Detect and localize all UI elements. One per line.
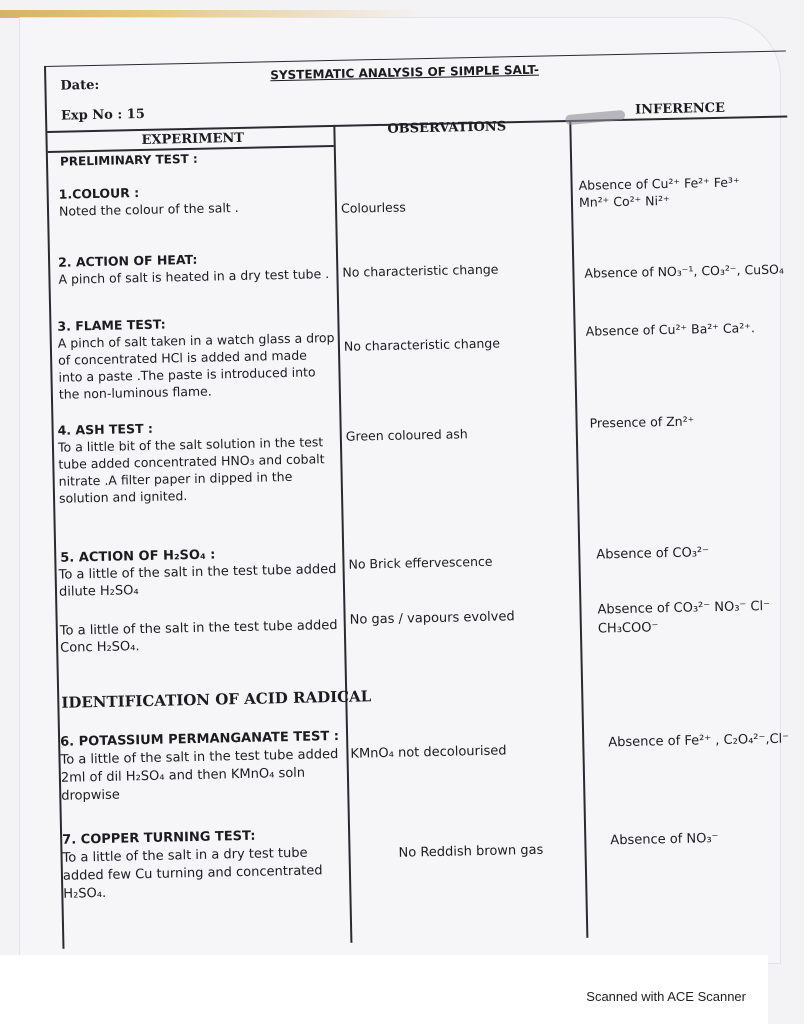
column-header-experiment: EXPERIMENT [141,130,245,148]
test-text: Noted the colour of the salt . [58,199,239,219]
test-text: dilute H₂SO₄ [58,583,139,600]
test-text: solution and ignited. [58,488,188,506]
inference: Presence of Zn²⁺ [589,413,695,431]
test-title-copper: 7. COPPER TURNING TEST: [62,828,256,848]
test-text: To a little of the salt in the test tube added [58,561,337,583]
test-title-h2so4: 5. ACTION OF H₂SO₄ : [60,547,216,566]
inference: Absence of Cu²⁺ Ba²⁺ Ca²⁺. [585,320,755,339]
acid-radical-heading: IDENTIFICATION OF ACID RADICAL [61,687,372,712]
inference: CH₃COO⁻ [597,620,659,637]
test-text: nitrate .A filter paper in dipped in the [58,468,293,489]
test-text: To a little of the salt in the test tube added [59,617,338,639]
scribble-mark [565,110,626,125]
exp-number: Exp No : 15 [60,106,145,124]
column-header-inference: INFERENCE [634,100,726,118]
page-title: SYSTEMATIC ANALYSIS OF SIMPLE SALT- [270,62,540,83]
inference: Absence of Cu²⁺ Fe²⁺ Fe³⁺ [578,174,740,193]
date-label: Date: [60,77,100,94]
preliminary-heading: PRELIMINARY TEST : [59,151,198,169]
observation: KMnO₄ not decolourised [350,743,507,762]
observation: No Brick effervescence [348,553,493,572]
observation: No gas / vapours evolved [349,609,515,628]
observation: Colourless [340,199,406,216]
inference: Mn²⁺ Co²⁺ Ni²⁺ [578,192,670,210]
test-text: To a little of the salt in the test tube added [60,746,339,768]
test-title-flame: 3. FLAME TEST: [57,316,166,334]
test-text: 2ml of dil H₂SO₄ and then KMnO₄ soln [60,765,306,786]
observation: No characteristic change [342,261,499,280]
inference: Absence of CO₃²⁻ [596,545,710,563]
test-text: H₂SO₄. [63,885,107,902]
test-title-heat: 2. ACTION OF HEAT: [57,251,198,270]
test-text: dropwise [61,787,120,804]
test-text: the non-luminous flame. [58,383,212,402]
inference: Absence of CO₃²⁻ NO₃⁻ Cl⁻ [597,598,771,618]
observation: No Reddish brown gas [398,842,544,861]
inference: Absence of NO₃⁻¹, CO₃²⁻, CuSO₄ [584,261,785,281]
test-text: A pinch of salt is heated in a dry test tube . [58,266,330,287]
test-text: of concentrated HCl is added and made [58,347,308,368]
test-title-colour: 1.COLOUR : [58,185,140,202]
paper-edge-stripe [0,10,420,18]
inference: Absence of NO₃⁻ [610,831,719,849]
column-divider-1 [333,125,352,943]
inference: Absence of Fe²⁺ , C₂O₄²⁻,Cl⁻ [608,731,790,751]
test-text: A pinch of salt taken in a watch glass a drop [57,329,335,351]
test-title-kmno4: 6. POTASSIUM PERMANGANATE TEST : [60,728,340,750]
test-text: tube added concentrated HNO₃ and cobalt [58,451,325,472]
test-text: To a little of the salt in a dry test tube [62,845,308,866]
observation: No characteristic change [343,335,501,354]
observation: Green coloured ash [345,426,468,444]
test-text: Conc H₂SO₄. [60,639,140,656]
column-divider-2 [569,120,588,938]
column-header-observations: OBSERVATIONS [387,119,507,137]
table-frame [44,50,804,948]
test-text: added few Cu turning and concentrated [62,863,323,884]
scanner-watermark: Scanned with ACE Scanner [586,989,746,1004]
test-title-ash: 4. ASH TEST : [57,420,154,438]
test-text: into a paste .The paste is introduced into [58,364,316,385]
test-text: To a little bit of the salt solution in the test [57,434,324,455]
